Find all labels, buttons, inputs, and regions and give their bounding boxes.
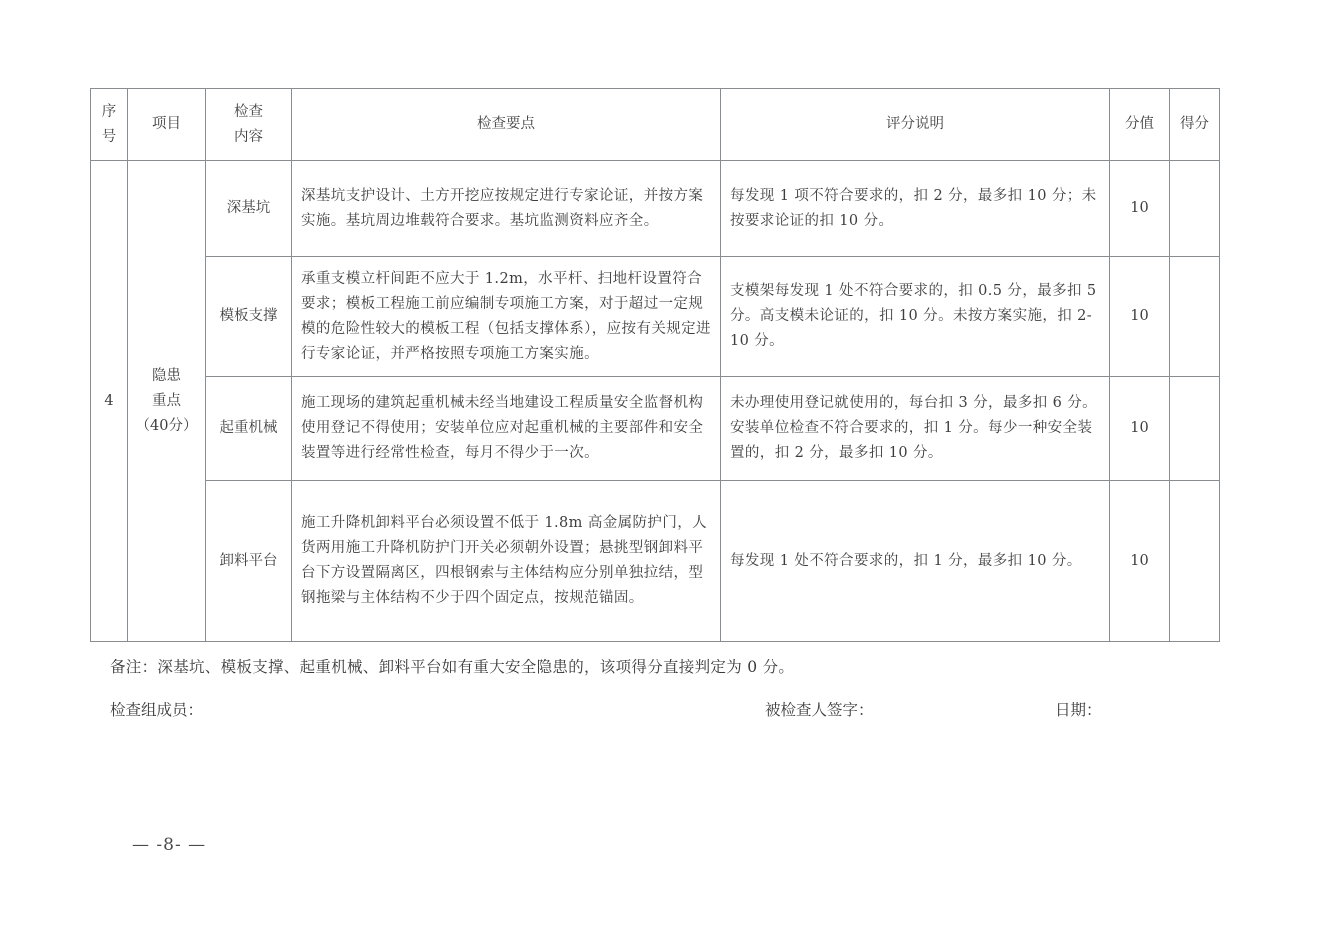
header-scoring: 评分说明 <box>721 89 1110 161</box>
row-points: 施工现场的建筑起重机械未经当地建设工程质量安全监督机构使用登记不得使用；安装单位应对起重机械的主要部件和安全装置等进行经常性检查，每月不得少于一次。 <box>292 377 721 481</box>
header-value: 分值 <box>1110 89 1170 161</box>
table-row <box>91 257 1220 377</box>
row-scoring: 支模架每发现 1 处不符合要求的，扣 0.5 分，最多扣 5 分。高支模未论证的，扣 10 分。未按方案实施，扣 2-10 分。 <box>721 257 1110 377</box>
row-score-cell[interactable] <box>1170 257 1220 377</box>
row-points: 深基坑支护设计、土方开挖应按规定进行专家论证，并按方案实施。基坑周边堆载符合要求。基坑监测资料应齐全。 <box>292 161 721 257</box>
row-content: 模板支撑 <box>206 257 292 377</box>
header-item: 项目 <box>128 89 206 161</box>
header-seq: 序 号 <box>91 89 128 161</box>
inspected-person-signature-label: 被检查人签字： <box>765 701 874 719</box>
group-seq: 4 <box>91 161 128 642</box>
row-score-cell[interactable] <box>1170 161 1220 257</box>
row-score-cell[interactable] <box>1170 377 1220 481</box>
inspection-team-members-label: 检查组成员： <box>110 701 204 719</box>
table-row <box>91 377 1220 481</box>
table-row <box>91 161 1220 257</box>
remark-note: 备注：深基坑、模板支撑、起重机械、卸料平台如有重大安全隐患的，该项得分直接判定为 0 分。 <box>110 658 795 676</box>
row-value: 10 <box>1110 257 1170 377</box>
inspection-score-table <box>90 88 1220 642</box>
row-score-cell[interactable] <box>1170 481 1220 642</box>
group-item: 隐患 重点 （40分） <box>128 161 206 642</box>
row-content: 起重机械 <box>206 377 292 481</box>
table-row <box>91 481 1220 642</box>
row-points: 施工升降机卸料平台必须设置不低于 1.8m 高金属防护门，人货两用施工升降机防护门开关必须朝外设置；悬挑型钢卸料平台下方设置隔离区，四根钢索与主体结构应分别单独拉结，型钢拖梁与主体结构不少于四个固定点，按规范锚固。 <box>292 481 721 642</box>
header-points: 检查要点 <box>292 89 721 161</box>
row-scoring: 每发现 1 项不符合要求的，扣 2 分，最多扣 10 分；未按要求论证的扣 10 分。 <box>721 161 1110 257</box>
header-content: 检查 内容 <box>206 89 292 161</box>
row-points: 承重支模立杆间距不应大于 1.2m，水平杆、扫地杆设置符合要求；模板工程施工前应编制专项施工方案，对于超过一定规模的危险性较大的模板工程（包括支撑体系），应按有关规定进行专家论证，并严格按照专项施工方案实施。 <box>292 257 721 377</box>
row-value: 10 <box>1110 161 1170 257</box>
row-value: 10 <box>1110 377 1170 481</box>
header-row <box>91 89 1220 161</box>
row-content: 卸料平台 <box>206 481 292 642</box>
row-value: 10 <box>1110 481 1170 642</box>
date-label: 日期： <box>1055 701 1102 719</box>
row-scoring: 未办理使用登记就使用的，每台扣 3 分，最多扣 6 分。安装单位检查不符合要求的，扣 1 分。每少一种安全装置的，扣 2 分，最多扣 10 分。 <box>721 377 1110 481</box>
header-score: 得分 <box>1170 89 1220 161</box>
row-content: 深基坑 <box>206 161 292 257</box>
row-scoring: 每发现 1 处不符合要求的，扣 1 分，最多扣 10 分。 <box>721 481 1110 642</box>
page-number: — -8- — <box>132 835 207 855</box>
